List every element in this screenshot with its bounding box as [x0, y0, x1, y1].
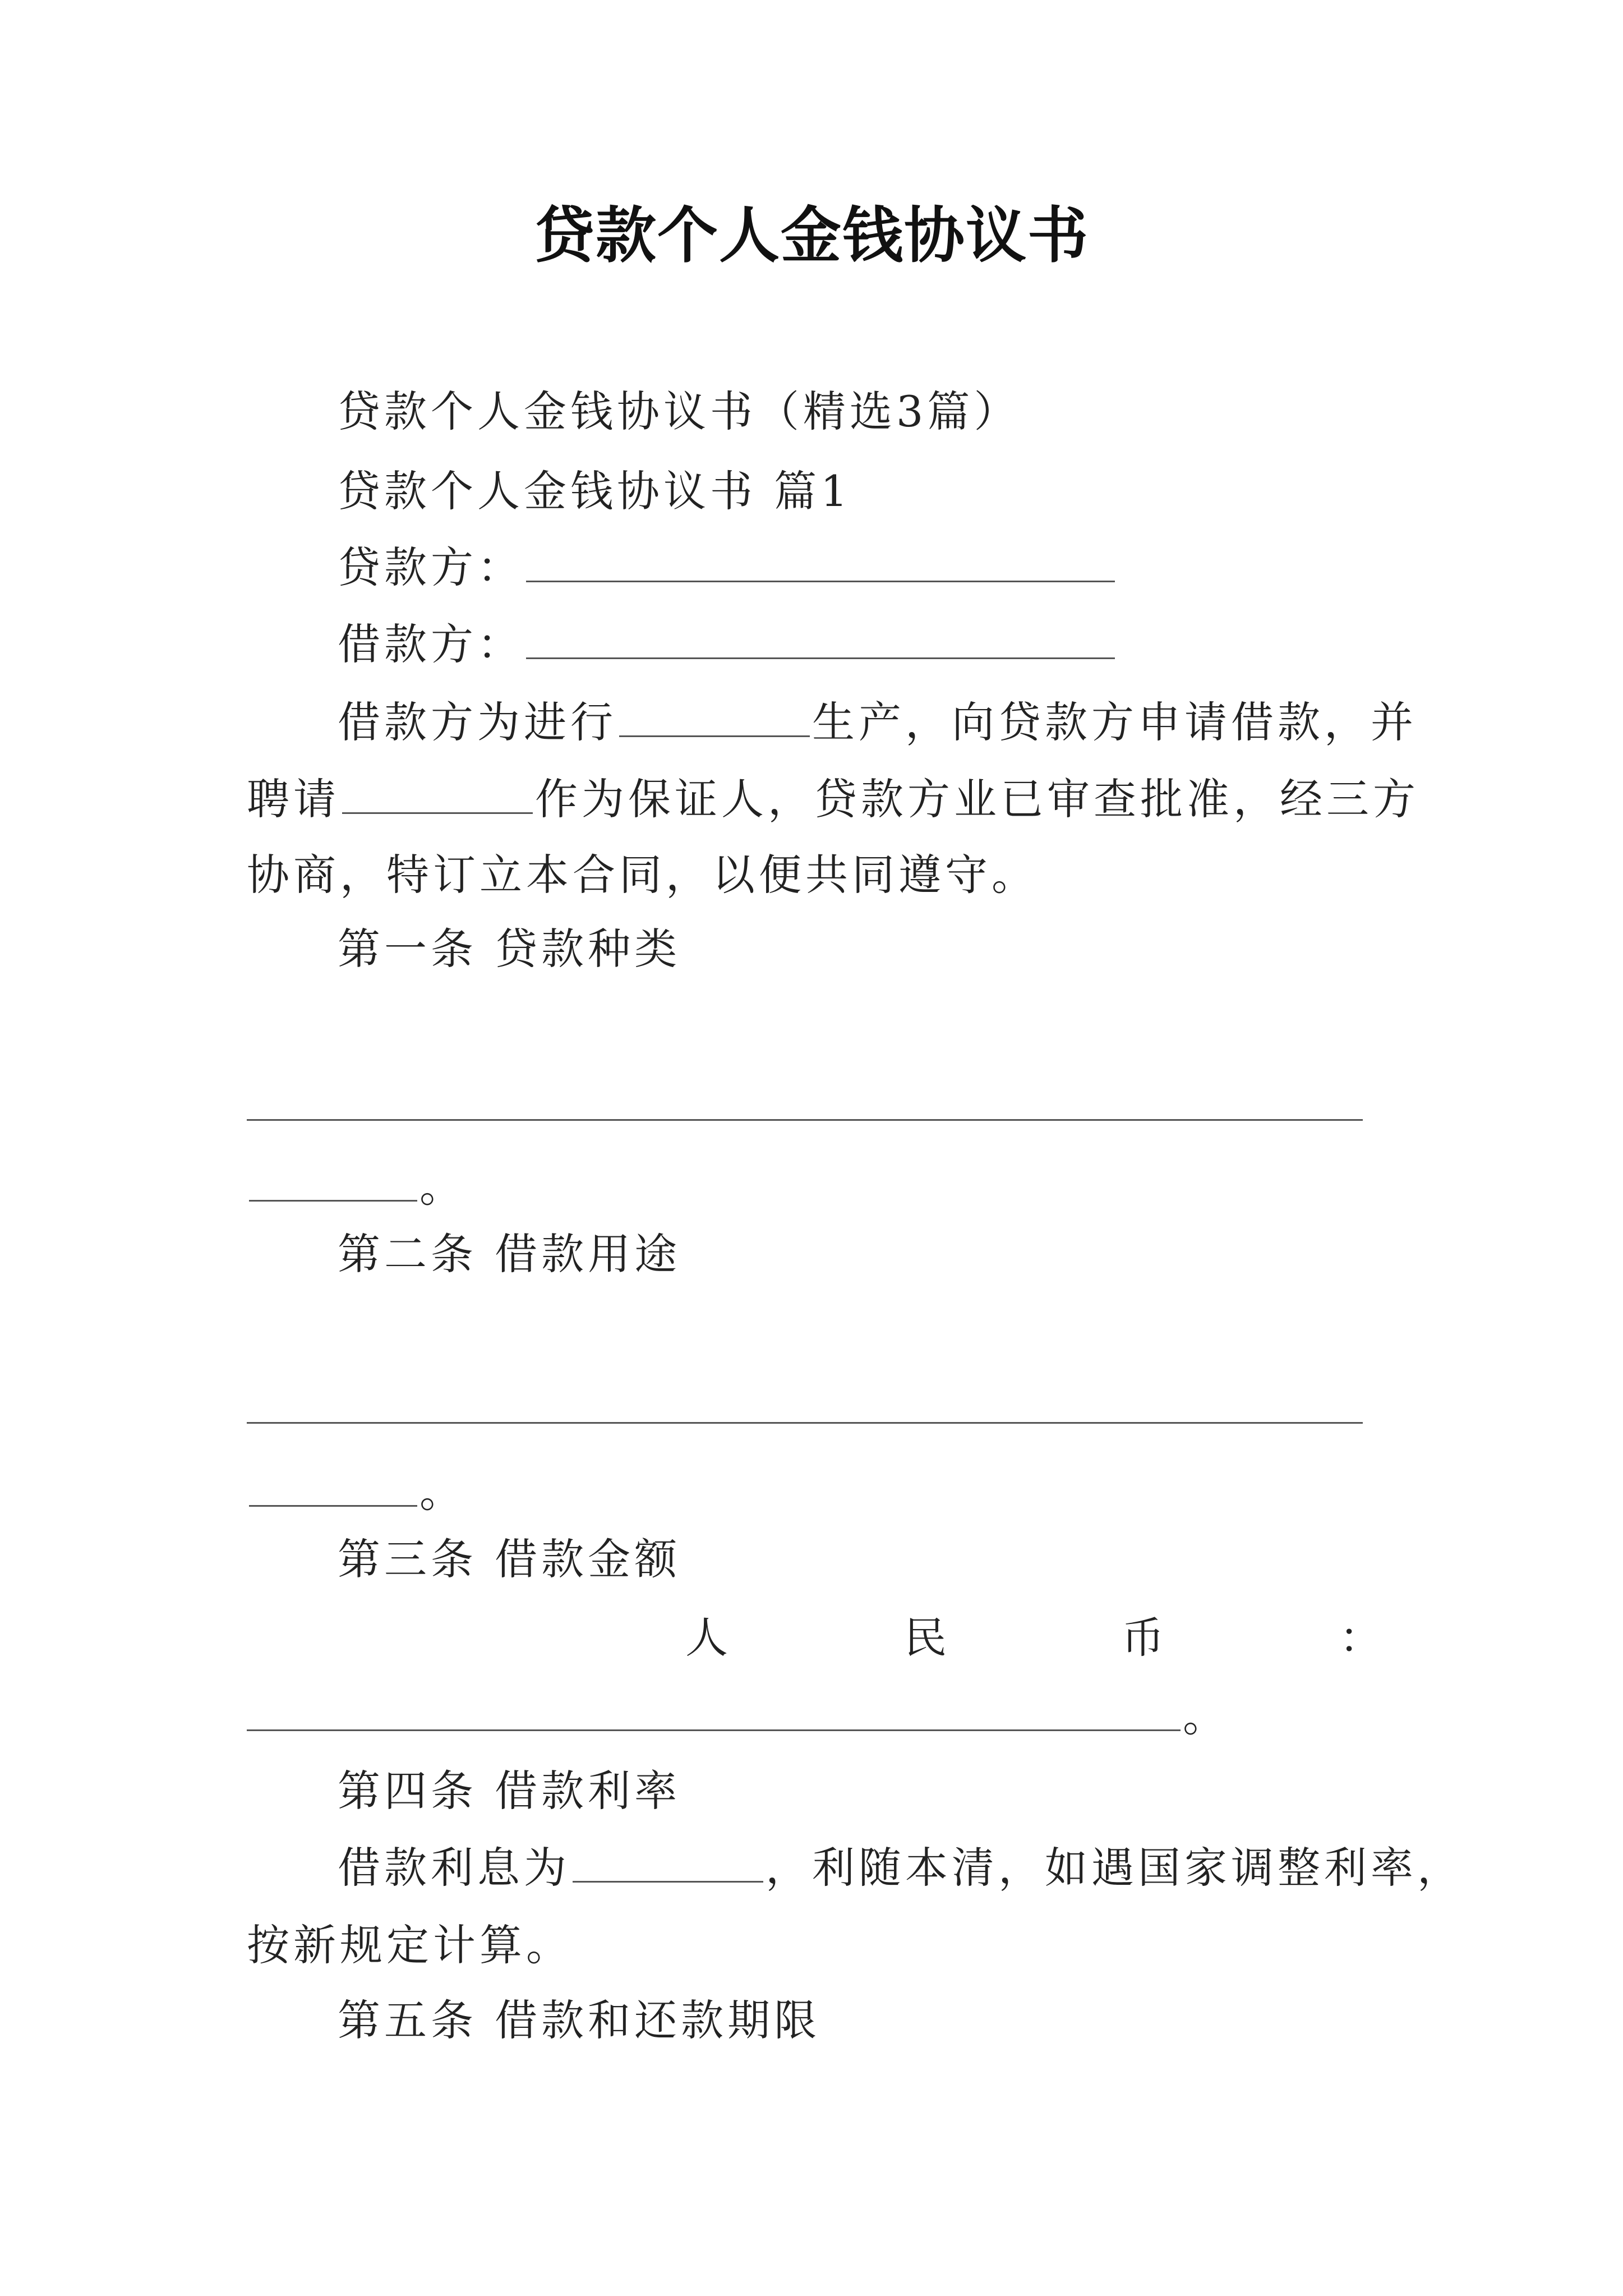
- article-2-heading: 第二条 借款用途: [338, 1229, 681, 1279]
- production-blank: [619, 696, 810, 737]
- intro-text-1b: 生产，向贷款方申请借款，并: [812, 697, 1417, 747]
- document-title: 贷款个人金钱协议书: [533, 200, 1089, 271]
- borrower-line: [338, 616, 1117, 673]
- amount-end: 。: [1183, 1691, 1229, 1741]
- currency-char-3: 币: [1122, 1613, 1164, 1663]
- lender-blank: [526, 541, 1115, 582]
- article-1-rule: [247, 1119, 1363, 1121]
- article-2-end: 。: [419, 1467, 466, 1517]
- article-1-end: 。: [419, 1162, 466, 1212]
- lender-line: [338, 540, 1117, 596]
- amount-blank: [247, 1690, 1181, 1731]
- lender-label: 贷款方：: [338, 542, 524, 592]
- intro-text-1a: 借款方为进行: [338, 697, 617, 747]
- currency-char-1: 人: [685, 1613, 728, 1663]
- article-4-text-1b: ，利随本清，如遇国家调整利率，: [766, 1843, 1464, 1893]
- amount-line: [247, 1688, 1229, 1745]
- article-4-line-1: [338, 1840, 1464, 1896]
- article-4-text-1a: 借款利息为: [338, 1843, 570, 1893]
- interest-blank: [573, 1842, 763, 1883]
- article-4-line-2: 按新规定计算。: [247, 1920, 573, 1970]
- article-1-blank: [249, 1161, 417, 1202]
- intro-line-1: [338, 694, 1417, 751]
- article-2-end-line: [247, 1464, 466, 1520]
- part-heading: 贷款个人金钱协议书 篇1: [338, 466, 852, 516]
- article-5-heading: 第五条 借款和还款期限: [338, 1995, 821, 2045]
- article-2-rule: [247, 1422, 1363, 1424]
- intro-text-2a: 聘请: [247, 774, 340, 824]
- borrower-label: 借款方：: [338, 619, 524, 669]
- currency-char-2: 民: [904, 1613, 947, 1663]
- article-4-heading: 第四条 借款利率: [338, 1766, 681, 1816]
- intro-line-2: [247, 771, 1419, 827]
- currency-char-4: ：: [1339, 1613, 1382, 1663]
- article-1-end-line: [247, 1159, 466, 1215]
- article-1-heading: 第一条 贷款种类: [338, 924, 681, 974]
- borrower-blank: [526, 618, 1115, 659]
- intro-text-2b: 作为保证人，贷款方业已审查批准，经三方: [535, 774, 1419, 824]
- article-2-blank: [249, 1466, 417, 1507]
- document-subtitle: 贷款个人金钱协议书（精选3篇）: [338, 386, 1021, 436]
- article-3-heading: 第三条 借款金额: [338, 1534, 681, 1584]
- intro-line-3: 协商，特订立本合同，以便共同遵守。: [247, 850, 1038, 900]
- guarantor-blank: [342, 773, 533, 814]
